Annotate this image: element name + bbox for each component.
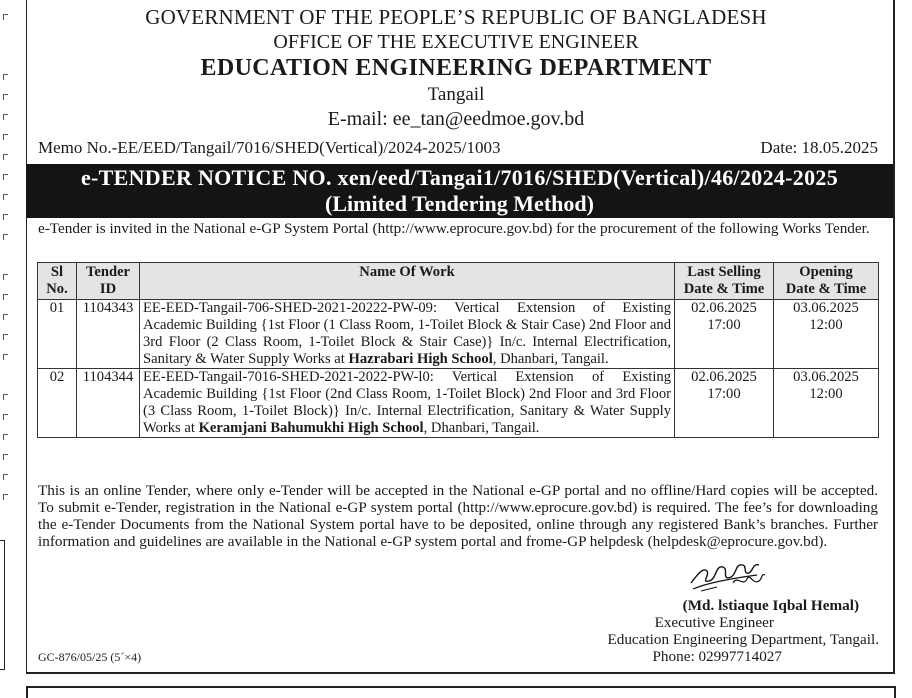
works-table [37,262,879,438]
adjacent-box-edge [0,540,5,670]
header-government: GOVERNMENT OF THE PEOPLE’S REPUBLIC OF BANGLADESH [145,5,767,29]
cell-last-selling: 02.06.2025 17:00 [675,369,774,438]
header-location: Tangail [427,84,485,105]
cell-name-of-work: EE-EED-Tangail-706-SHED-2021-20222-PW-09: Vertical Extension of Existing Academic Building {1st Floor (1 Class Room, 1-Toilet Block & Stair Case) 2nd Floor and 3rd Floor (2 Class Room, 1-Toilet Block & Stair Case)} In/c. Internal Electrification, Sanitary & Water Supply Works at Hazrabari High School, Dhanbari, Tangail. [140,300,675,369]
header-email: E-mail: ee_tan@eedmoe.gov.bd [327,108,585,130]
cell-tender-id: 1104343 [77,300,140,369]
intro-paragraph [38,220,878,237]
tender-notice-number: e-TENDER NOTICE NO. xen/eed/Tangai1/7016/SHED(Vertical)/46/2024-2025 [80,165,838,190]
intro-text-end: ) for the procurement of the following Works Tender. [547,220,870,237]
header-opening: Opening Date & Time [774,263,879,300]
signatory-title: Executive Engineer [654,614,774,631]
tendering-method: (Limited Tendering Method) [325,191,594,216]
header-name-of-work: Name Of Work [140,263,675,300]
school-name: Hazrabari High School [348,351,493,367]
table-header-row [38,263,879,300]
signatory-phone: Phone: 02997714027 [652,648,782,665]
signatory-organization: Education Engineering Department, Tangail. [607,631,879,648]
table-row [38,369,879,438]
tender-notice-banner [26,164,893,218]
cell-tender-id: 1104344 [77,369,140,438]
school-name: Keramjani Bahumukhi High School [198,420,424,436]
cell-last-selling: 02.06.2025 17:00 [675,300,774,369]
handwritten-signature [687,553,769,595]
footer-paragraph: This is an online Tender, where only e-Tender will be accepted in the National e-GP portal and no offline/Hard copies will be accepted. To submit e-Tender, registration in the National e-GP system portal (http://www.eprocure.gov.bd) is required. The fee’s for downloading the e-Tender Documents from the National System portal have to be deposited, online through any registered Bank’s branches. Further information and guidelines are available in the National e-GP system portal and frome-GP helpdesk (helpdesk@eprocure.gov.bd). [38,482,878,550]
helpdesk-link[interactable]: helpdesk@eprocure.gov.bd [652,533,819,550]
cell-opening: 03.06.2025 12:00 [774,300,879,369]
header-sl: Sl No. [38,263,77,300]
header-department: EDUCATION ENGINEERING DEPARTMENT [200,55,712,81]
header-last-selling: Last Selling Date & Time [675,263,774,300]
cell-name-of-work: EE-EED-Tangail-7016-SHED-2021-2022-PW-l0: Vertical Extension of Existing Academic Building {1st Floor (2nd Class Room, 1-Toilet Block) 2nd Floor and 3rd Floor (3 Class Room, 1-Toilet Block)} In/c. Internal Electrification, Sanitary & Water Supply Works at Keramjani Bahumukhi High School, Dhanbari, Tangail. [140,369,675,438]
table-row [38,300,879,369]
signatory-block [607,597,879,665]
footer-text: This is an online Tender, where only e-Tender will be accepted in the National e-GP portal and no offline/Hard copies will be accepted. To submit e-Tender, registration in the National e-GP system portal (http://www.eprocure.gov.bd) is required. The fee’s for downloading the e-Tender Documents from the National System portal have to be deposited, online through any registered Bank’s branches. Further information and guidelines are available in the National e-GP system portal and frome-GP helpdesk ( [38,482,878,550]
intro-text: e-Tender is invited in the National e-GP System Portal ( [38,220,378,237]
cell-sl: 01 [38,300,77,369]
signatory-name: (Md. lstiaque Iqbal Hemal) [682,597,859,614]
cell-opening: 03.06.2025 12:00 [774,369,879,438]
notice-date: Date: 18.05.2025 [760,138,878,157]
header-office: OFFICE OF THE EXECUTIVE ENGINEER [273,31,639,53]
cell-sl: 02 [38,369,77,438]
next-notice-edge [26,686,896,698]
eprocure-link[interactable]: http://www.eprocure.gov.bd [377,220,548,237]
header-tender-id: Tender ID [77,263,140,300]
gc-code: GC-876/05/25 (5´×4) [38,650,142,664]
memo-number: Memo No.-EE/EED/Tangail/7016/SHED(Vertical)/2024-2025/1003 [38,138,501,157]
